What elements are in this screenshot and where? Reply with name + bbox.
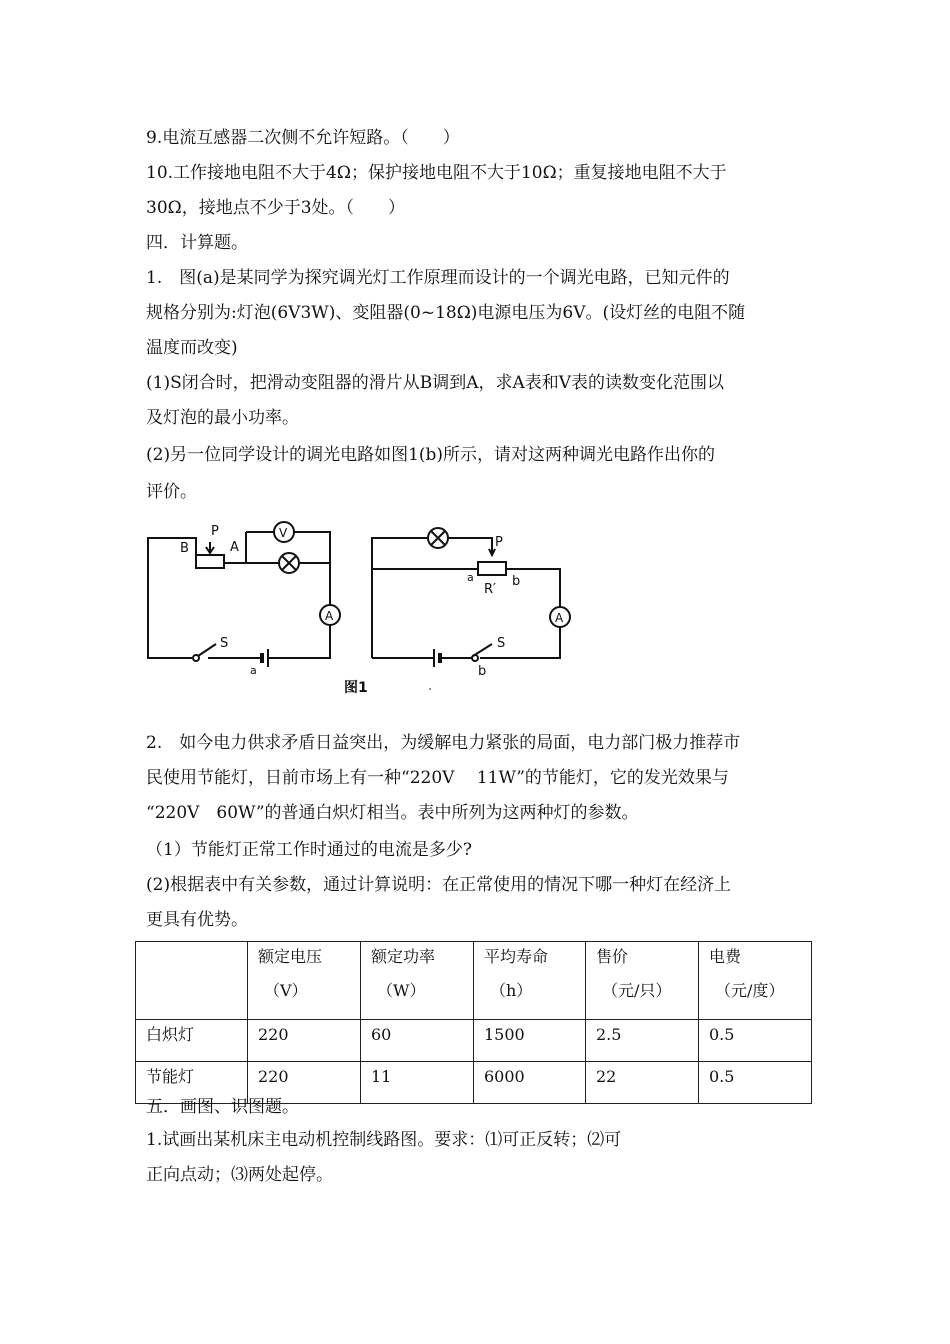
calc-1-sub2-line2: 评价。 — [146, 482, 197, 502]
calc-1-line2: 规格分别为:灯泡(6V3W)、变阻器(0~18Ω)电源电压为6V。(设灯丝的电阻不随 — [146, 303, 746, 323]
label-a-b: a — [467, 571, 474, 584]
calc-2-sub2-line1: (2)根据表中有关参数，通过计算说明：在正常使用的情况下哪一种灯在经济上 — [146, 875, 732, 895]
label-P-b: P — [495, 535, 503, 550]
calc-2-line1: 2. 如今电力供求矛盾日益突出，为缓解电力紧张的局面，电力部门极力推荐市 — [146, 733, 741, 753]
label-S-b: S — [497, 636, 506, 651]
label-a-battery: a — [250, 664, 257, 677]
label-S-a: S — [220, 636, 229, 651]
section-5-heading: 五．画图、识图题。 — [146, 1097, 299, 1117]
stray-dot — [429, 688, 431, 690]
calc-1-line1: 1. 图(a)是某同学为探究调光灯工作原理而设计的一个调光电路，已知元件的 — [146, 268, 730, 288]
calc-1-line3: 温度而改变) — [146, 338, 238, 358]
table-cell: 60 — [361, 1020, 474, 1062]
label-b-switch: b — [478, 664, 487, 679]
question-9: 9.电流互感器二次侧不允许短路。（ ） — [146, 128, 460, 148]
section-4-heading: 四．计算题。 — [146, 233, 248, 253]
calc-2-sub1: （1）节能灯正常工作时通过的电流是多少? — [146, 840, 472, 860]
rheostat-b — [478, 562, 506, 575]
header-cell: 电费 （元/度） — [699, 942, 812, 1020]
table-cell: 白炽灯 — [136, 1020, 248, 1062]
table-cell: 2.5 — [586, 1020, 699, 1062]
table-cell: 节能灯 — [136, 1062, 248, 1104]
circuit-figure — [140, 515, 580, 700]
table-cell: 220 — [248, 1062, 361, 1104]
table-cell: 220 — [248, 1020, 361, 1062]
draw-1-line2: 正向点动；⑶两处起停。 — [146, 1165, 333, 1185]
draw-1-line1: 1.试画出某机床主电动机控制线路图。要求：⑴可正反转；⑵可 — [146, 1130, 622, 1150]
label-A: A — [230, 540, 239, 555]
calc-1-sub1-line2: 及灯泡的最小功率。 — [146, 408, 299, 428]
calc-2-line2: 民使用节能灯，日前市场上有一种“220V 11W”的节能灯，它的发光效果与 — [146, 768, 729, 788]
lamp-parameter-table — [135, 941, 812, 1104]
ammeter-a-label: A — [325, 609, 334, 623]
question-10-line1: 10.工作接地电阻不大于4Ω；保护接地电阻不大于10Ω；重复接地电阻不大于 — [146, 163, 727, 183]
figure-caption: 图1 — [344, 680, 368, 696]
header-cell: 平均寿命 （h） — [474, 942, 586, 1020]
label-b-rheostat: b — [512, 574, 521, 589]
calc-2-sub2-line2: 更具有优势。 — [146, 910, 248, 930]
calc-1-sub1-line1: (1)S闭合时，把滑动变阻器的滑片从B调到A，求A表和V表的读数变化范围以 — [146, 373, 725, 393]
ammeter-b-label: A — [555, 611, 564, 625]
label-P: P — [211, 524, 219, 539]
voltmeter-label: V — [279, 526, 288, 540]
header-cell: 额定电压 （V） — [248, 942, 361, 1020]
table-cell: 6000 — [474, 1062, 586, 1104]
table-cell: 1500 — [474, 1020, 586, 1062]
header-cell: 额定功率 （W） — [361, 942, 474, 1020]
table-header-row — [136, 942, 812, 1020]
circuit-b — [372, 528, 570, 667]
header-cell-empty — [136, 942, 248, 1020]
lamp-cross-b — [431, 531, 445, 545]
label-R-prime: R′ — [484, 582, 496, 597]
table-cell: 0.5 — [699, 1062, 812, 1104]
lamp-cross-a — [282, 556, 296, 570]
table-cell: 11 — [361, 1062, 474, 1104]
label-B: B — [180, 541, 189, 556]
table-cell: 0.5 — [699, 1020, 812, 1062]
calc-1-sub2-line1: (2)另一位同学设计的调光电路如图1(b)所示，请对这两种调光电路作出你的 — [146, 445, 716, 465]
table-cell: 22 — [586, 1062, 699, 1104]
rheostat-a — [196, 555, 224, 568]
calc-2-line3: “220V 60W”的普通白炽灯相当。表中所列为这两种灯的参数。 — [146, 803, 639, 823]
circuit-a — [148, 522, 340, 667]
table-row — [136, 1020, 812, 1062]
question-10-line2: 30Ω，接地点不少于3处。（ ） — [146, 198, 406, 218]
header-cell: 售价 （元/只） — [586, 942, 699, 1020]
